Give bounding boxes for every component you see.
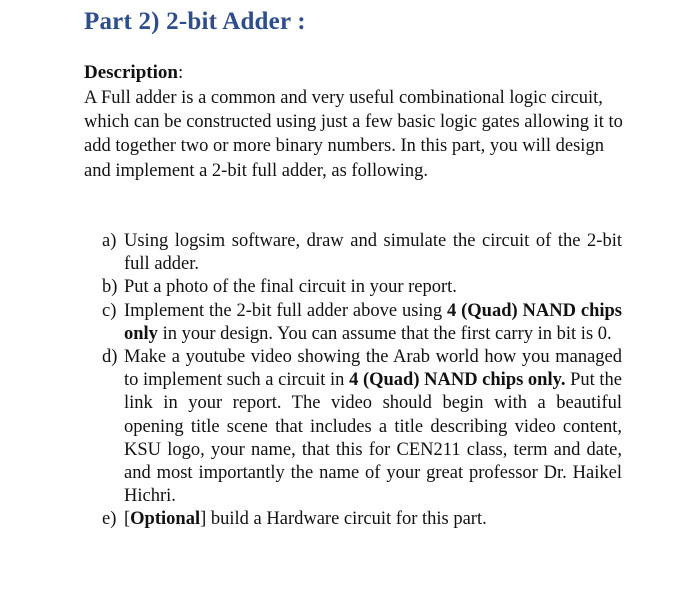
task-text-part: Put a photo of the final circuit in your report. [124, 277, 457, 298]
page-title: Part 2) 2-bit Adder : [84, 8, 306, 35]
task-text-part: Using logsim software, draw and simulate the circuit of the 2-bit full adder. [124, 231, 622, 275]
task-text-part: Implement the 2-bit full adder above using [124, 300, 447, 321]
task-marker: b) [102, 277, 118, 298]
task-item-c [102, 300, 622, 346]
task-item-d [102, 346, 622, 508]
task-text [124, 230, 622, 276]
task-text-bold: Optional [130, 509, 201, 530]
task-list [102, 230, 622, 532]
task-item-e [102, 508, 622, 531]
task-marker: c) [102, 300, 117, 321]
task-marker: a) [102, 231, 117, 251]
task-text-part: [ [124, 509, 131, 530]
task-marker: d) [102, 347, 118, 368]
task-text [124, 508, 622, 531]
task-text [124, 276, 622, 299]
task-text-bold: 4 (Quad) NAND chips only. [349, 370, 566, 391]
task-item-a [102, 230, 622, 276]
task-text-part: Put the link in your report. The video should begin with a beautiful opening title scene that includes a title describing video content, KSU logo, your name, that this for CEN211 class, term and date, and most importantly the name of your great professor Dr. Haikel Hichri. [124, 370, 623, 507]
task-text-part: in your design. You can assume that the first carry in bit is 0. [157, 323, 612, 344]
task-text [124, 346, 622, 508]
task-text [124, 300, 622, 346]
description-paragraph: A Full adder is a common and very useful combinational logic circuit, which can be constructed using just a few basic logic gates allowing it to add together two or more binary numbers. In this part, you will design and implement a 2-bit full adder, as following. [84, 88, 623, 181]
task-item-b [102, 276, 622, 299]
task-text-part: Make a youtube video showing the Arab world how you managed to implement such a circuit in [124, 347, 622, 391]
task-text-part: ] build a Hardware circuit for this part. [200, 509, 487, 530]
task-text-bold: 4 (Quad) NAND chips only [124, 300, 622, 344]
description-heading [84, 62, 183, 84]
description-heading-label: Description [84, 62, 178, 83]
description-heading-colon: : [177, 62, 184, 83]
task-marker: e) [102, 509, 117, 530]
